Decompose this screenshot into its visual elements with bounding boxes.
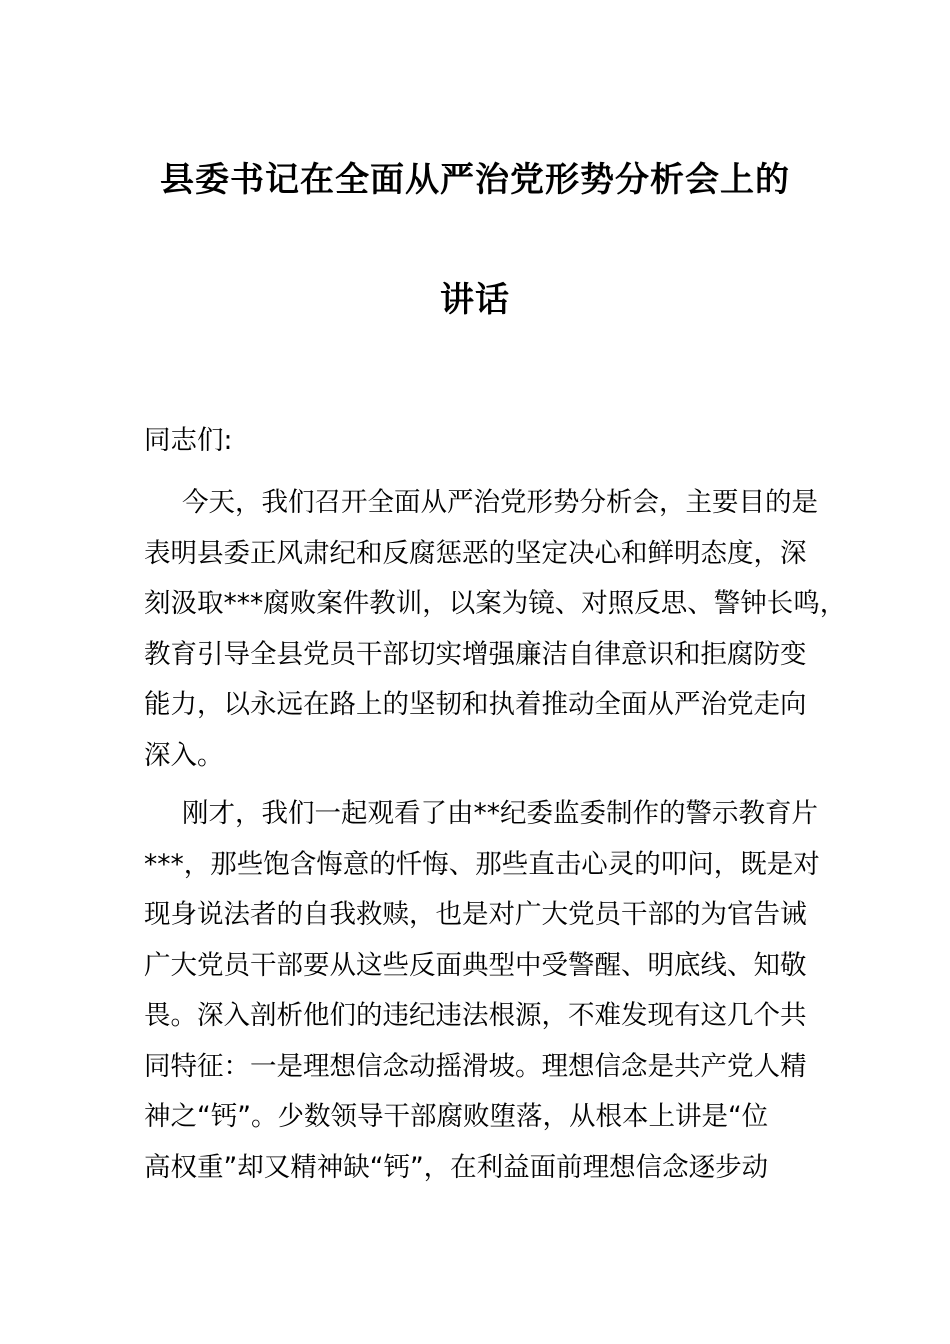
paragraph-1-line: 表明县委正风肃纪和反腐惩恶的坚定决心和鲜明态度，深 [144,537,807,569]
paragraph-2-line: 同特征：一是理想信念动摇滑坡。理想信念是共产党人精 [144,1050,807,1082]
paragraph-2-line: 神之“钙”。少数领导干部腐败堕落，从根本上讲是“位 [144,1101,769,1132]
paragraph-2-line: 广大党员干部要从这些反面典型中受警醒、明底线、知敬 [144,949,807,981]
paragraph-1-line: 深入。 [144,739,224,771]
paragraph-1-line: 能力，以永远在路上的坚韧和执着推动全面从严治党走向 [144,689,807,720]
paragraph-1 [144,478,847,781]
paragraph-2 [144,789,820,1193]
paragraph-2-line: 高权重”却又精神缺“钙”，在利益面前理想信念逐步动 [144,1151,769,1183]
paragraph-2-line: 刚才，我们一起观看了由**纪委监委制作的警示教育片 [182,798,818,829]
paragraph-1-line: 刻汲取***腐败案件教训，以案为镜、对照反思、警钟长鸣， [144,588,847,619]
paragraph-1-line: 教育引导全县党员干部切实增强廉洁自律意识和拒腐防变 [144,638,807,670]
document-title-line-2: 讲话 [440,280,510,320]
salutation [144,416,810,467]
document-title-line-1: 县委书记在全面从严治党形势分析会上的 [160,160,790,200]
salutation-text: 同志们: [144,425,233,456]
paragraph-2-line: 现身说法者的自我救赎，也是对广大党员干部的为官告诫 [144,899,807,930]
paragraph-2-line: ***，那些饱含悔意的忏悔、那些直击心灵的叩问，既是对 [144,848,820,880]
paragraph-2-line: 畏。深入剖析他们的违纪违法根源，不难发现有这几个共 [144,1000,807,1031]
paragraph-1-line: 今天，我们召开全面从严治党形势分析会，主要目的是 [182,487,818,518]
